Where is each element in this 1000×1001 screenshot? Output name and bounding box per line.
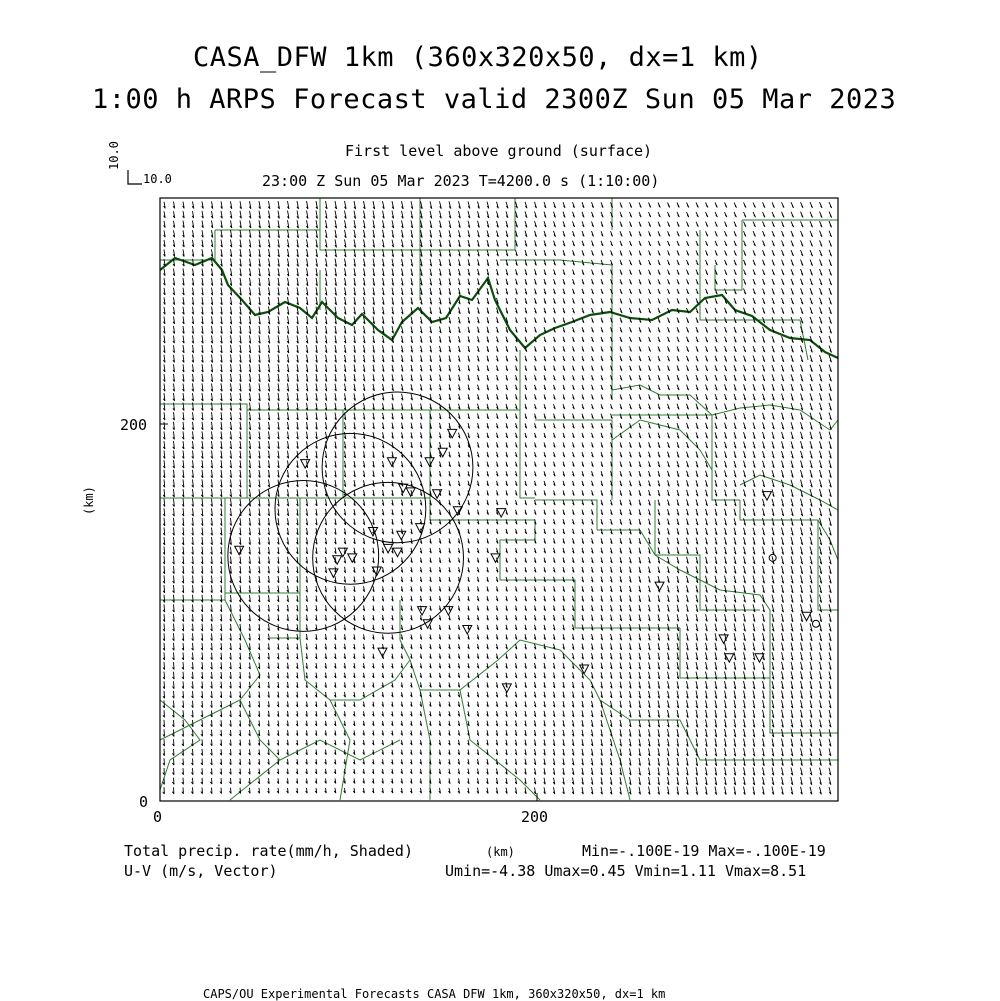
station-marker bbox=[333, 556, 342, 565]
station-marker bbox=[393, 548, 402, 557]
y-axis-unit: (km) bbox=[82, 486, 96, 515]
x-tick-200: 200 bbox=[521, 808, 549, 826]
station-marker bbox=[580, 665, 589, 674]
vector-scale-horizontal-label: 10.0 bbox=[143, 172, 172, 186]
station-marker bbox=[719, 635, 728, 644]
legend-minmax-shaded: Min=-.100E-19 Max=-.100E-19 bbox=[582, 842, 826, 860]
station-marker bbox=[235, 546, 244, 555]
station-marker bbox=[755, 654, 764, 663]
station-marker bbox=[802, 612, 811, 621]
title-line-1: CASA_DFW 1km (360x320x50, dx=1 km) bbox=[193, 42, 763, 73]
station-marker bbox=[497, 509, 506, 517]
station-marker bbox=[348, 554, 357, 563]
x-axis-unit: (km) bbox=[486, 845, 515, 859]
red-river-boundary bbox=[160, 258, 838, 358]
station-marker bbox=[463, 625, 472, 634]
y-tick-0: 0 bbox=[139, 793, 149, 811]
circle-marker bbox=[812, 620, 819, 627]
county-boundaries bbox=[160, 198, 838, 800]
radar-range-rings bbox=[228, 392, 473, 633]
legend-minmax-vector: Umin=-4.38 Umax=0.45 Vmin=1.11 Vmax=8.51 bbox=[445, 862, 807, 880]
title-line-2: 1:00 h ARPS Forecast valid 2300Z Sun 05 Mar 2023 bbox=[92, 84, 897, 115]
axis-ticks bbox=[160, 424, 537, 801]
station-marker bbox=[418, 607, 427, 616]
legend-vector-field: U-V (m/s, Vector) bbox=[124, 862, 278, 880]
station-marker bbox=[655, 582, 664, 591]
legend-shaded-field: Total precip. rate(mm/h, Shaded) bbox=[124, 842, 413, 860]
station-marker bbox=[444, 607, 453, 616]
station-marker bbox=[384, 544, 393, 553]
station-marker bbox=[301, 460, 310, 469]
x-tick-0: 0 bbox=[153, 808, 163, 826]
vector-scale-key bbox=[128, 170, 142, 184]
station-marker bbox=[491, 554, 500, 563]
y-tick-200: 200 bbox=[120, 416, 148, 434]
vector-scale-vertical-label: 10.0 bbox=[107, 141, 121, 170]
footer-credit: CAPS/OU Experimental Forecasts CASA DFW 1km, 360x320x50, dx=1 km bbox=[203, 987, 666, 1001]
station-marker bbox=[329, 569, 338, 578]
time-label: 23:00 Z Sun 05 Mar 2023 T=4200.0 s (1:10:00) bbox=[262, 172, 660, 190]
level-label: First level above ground (surface) bbox=[345, 142, 653, 160]
station-marker bbox=[406, 488, 415, 497]
